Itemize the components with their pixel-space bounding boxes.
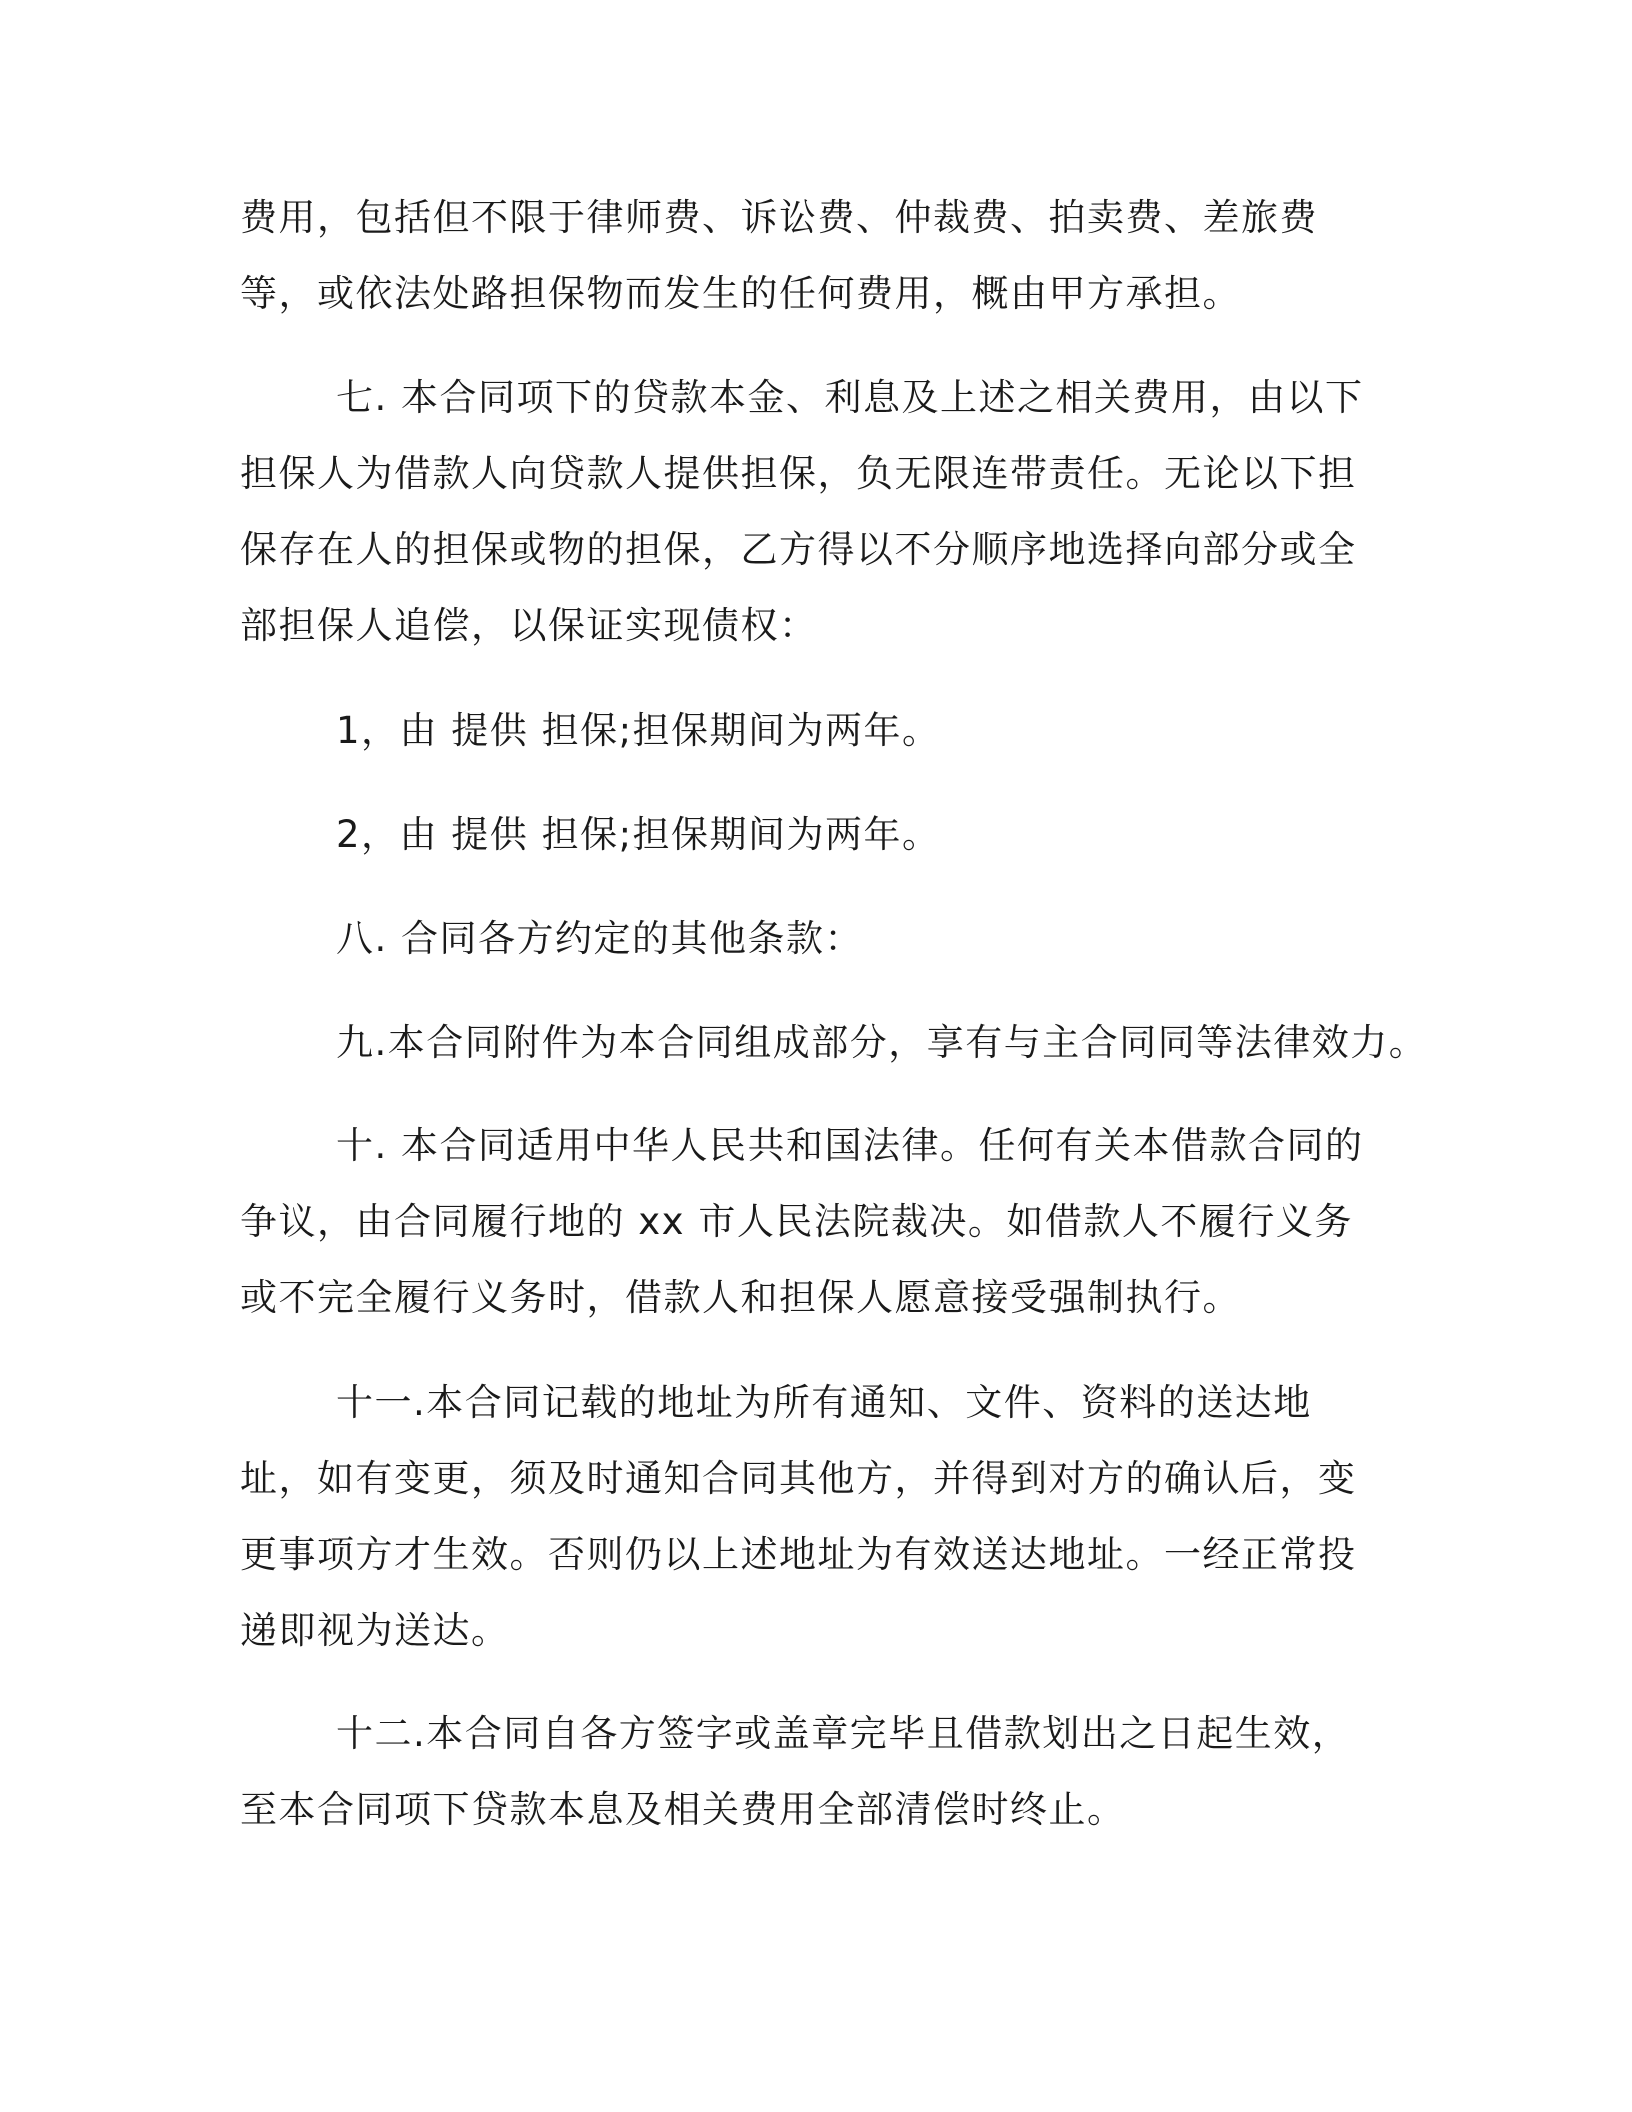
paragraph-clause-12: 十二.本合同自各方签字或盖章完毕且借款划出之日起生效，至本合同项下贷款本息及相关费用全部清偿时终止。 xyxy=(240,1712,1351,1831)
paragraph-clause-9: 九.本合同附件为本合同组成部分，享有与主合同同等法律效力。 xyxy=(336,1021,1428,1064)
paragraph-clause-8: 八. 合同各方约定的其他条款： xyxy=(336,917,864,960)
paragraph-guarantor-2: 2，由 提供 担保;担保期间为两年。 xyxy=(336,813,941,856)
paragraph-clause-11: 十一.本合同记载的地址为所有通知、文件、资料的送达地址，如有变更，须及时通知合同其他方，并得到对方的确认后，变更事项方才生效。否则仍以上述地址为有效送达地址。一经正常投递即视为送达。 xyxy=(240,1381,1357,1652)
paragraph-guarantor-1: 1，由 提供 担保;担保期间为两年。 xyxy=(336,709,941,752)
paragraph-clause-10: 十. 本合同适用中华人民共和国法律。任何有关本借款合同的争议，由合同履行地的 xx 市人民法院裁决。如借款人不履行义务或不完全履行义务时，借款人和担保人愿意接受强制执行。 xyxy=(240,1124,1364,1319)
paragraph-clause-7: 七. 本合同项下的贷款本金、利息及上述之相关费用，由以下担保人为借款人向贷款人提供担保，负无限连带责任。无论以下担保存在人的担保或物的担保，乙方得以不分顺序地选择向部分或全部担保人追偿，以保证实现债权： xyxy=(240,376,1364,647)
paragraph-fee-continuation: 费用，包括但不限于律师费、诉讼费、仲裁费、拍卖费、差旅费等，或依法处路担保物而发生的任何费用，概由甲方承担。 xyxy=(240,196,1318,315)
